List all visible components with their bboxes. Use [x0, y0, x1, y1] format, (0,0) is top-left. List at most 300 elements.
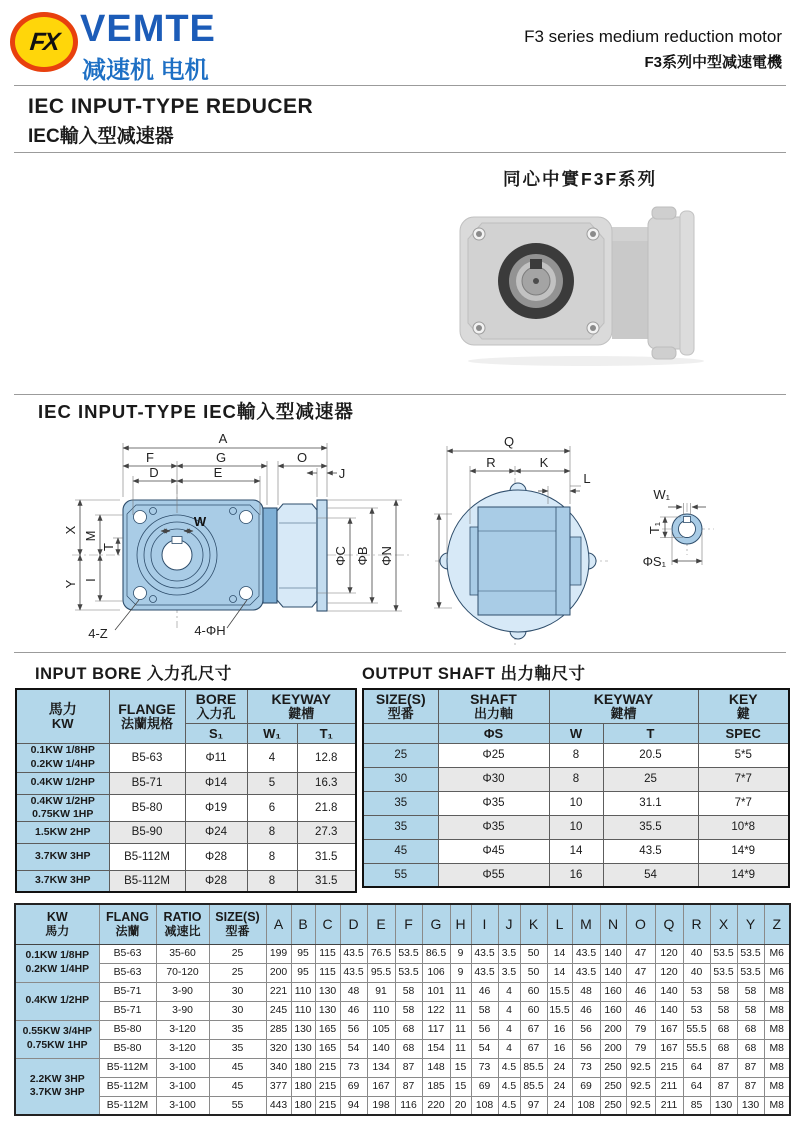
cell: 140 [655, 982, 683, 1001]
cell: 45 [209, 1058, 266, 1077]
cell: 116 [395, 1096, 422, 1115]
cell: 85.5 [520, 1058, 547, 1077]
cell: 180 [291, 1096, 315, 1115]
col-header-w: W [549, 723, 603, 743]
svg-text:4-ΦH: 4-ΦH [194, 623, 226, 638]
cell: 11 [450, 1001, 471, 1020]
cell: 54 [471, 1039, 498, 1058]
cell: 12.8 [297, 743, 356, 772]
svg-text:ΦC: ΦC [333, 546, 348, 566]
col-header-keyway: KEYWAY 鍵槽 [247, 689, 356, 723]
col-header-x: X [710, 904, 737, 944]
cell: M6 [764, 963, 790, 982]
cell: 24 [547, 1077, 572, 1096]
input-bore-table [15, 688, 357, 893]
cell: 101 [422, 982, 450, 1001]
power-cell: 3.7KW 3HP [16, 843, 109, 870]
cell: 79 [626, 1039, 655, 1058]
cell: 250 [600, 1096, 626, 1115]
cell: B5-112M [99, 1077, 156, 1096]
svg-text:Q: Q [503, 434, 515, 449]
cell: 67 [520, 1039, 547, 1058]
col-header-bore: BORE 入力孔 [185, 689, 247, 723]
svg-text:K: K [539, 455, 549, 470]
col-header-z: Z [764, 904, 790, 944]
size-cell: 25 [363, 743, 438, 767]
cell: 148 [422, 1058, 450, 1077]
divider [14, 85, 786, 86]
cell: 68 [395, 1020, 422, 1039]
cell: 8 [549, 743, 603, 767]
cell: 40 [683, 944, 710, 963]
photo-caption: 同心中實F3F系列 [503, 169, 658, 189]
cell: 3-120 [156, 1020, 209, 1039]
cell: 4 [498, 982, 520, 1001]
cell: 56 [572, 1020, 600, 1039]
cell: 53.5 [710, 963, 737, 982]
cell: 11 [450, 1039, 471, 1058]
svg-text:W: W [193, 514, 207, 529]
cell: B5-112M [99, 1096, 156, 1115]
cell: 50 [520, 963, 547, 982]
cell: 69 [471, 1077, 498, 1096]
cell: 92.5 [626, 1077, 655, 1096]
cell: 46 [471, 982, 498, 1001]
cell: B5-80 [99, 1039, 156, 1058]
cell: 120 [655, 944, 683, 963]
svg-text:J: J [338, 466, 346, 481]
cell: 16 [547, 1039, 572, 1058]
cell: 167 [655, 1020, 683, 1039]
col-header-n: N [600, 904, 626, 944]
cell: B5-90 [109, 821, 185, 843]
cell: 7*7 [698, 767, 789, 791]
cell: Φ45 [438, 839, 549, 863]
cell: 48 [340, 982, 367, 1001]
cell: 53.5 [710, 944, 737, 963]
cell: 97 [520, 1096, 547, 1115]
cell: 16 [547, 1020, 572, 1039]
col-header-shaft: SHAFT 出力軸 [438, 689, 549, 723]
cell: 55.5 [683, 1020, 710, 1039]
power-cell: 0.4KW 1/2HP [16, 772, 109, 794]
cell: 140 [655, 1001, 683, 1020]
svg-text:M: M [83, 530, 98, 542]
power-cell: 3.7KW 3HP [16, 870, 109, 892]
cell: 8 [247, 821, 297, 843]
cell: Φ25 [438, 743, 549, 767]
col-header-power: KW 馬力 [15, 904, 99, 944]
cell: 85.5 [520, 1077, 547, 1096]
cell: 3.5 [498, 963, 520, 982]
cell: Φ35 [438, 815, 549, 839]
cell: 9 [450, 963, 471, 982]
cell: 10*8 [698, 815, 789, 839]
cell: 43.5 [340, 963, 367, 982]
cell: 60 [520, 982, 547, 1001]
cell: Φ28 [185, 870, 247, 892]
cell: 105 [367, 1020, 395, 1039]
cell: 79 [626, 1020, 655, 1039]
cell: 106 [422, 963, 450, 982]
col-header-a: A [266, 904, 291, 944]
cell: 24 [547, 1058, 572, 1077]
cell: Φ30 [438, 767, 549, 791]
cell: 53.5 [395, 944, 422, 963]
cell: 140 [600, 944, 626, 963]
cell: 8 [549, 767, 603, 791]
col-header-r: R [683, 904, 710, 944]
cell: 15 [450, 1058, 471, 1077]
cell: 86.5 [422, 944, 450, 963]
col-header-flange: FLANG 法蘭 [99, 904, 156, 944]
cell: 130 [315, 982, 340, 1001]
page-title-zh: IEC輸入型减速器 [28, 126, 174, 147]
cell: 56 [572, 1039, 600, 1058]
col-header-c: C [315, 904, 340, 944]
cell: 6 [247, 794, 297, 821]
cell: 58 [710, 1001, 737, 1020]
cell: 215 [655, 1058, 683, 1077]
cell: 443 [266, 1096, 291, 1115]
cell: 3-100 [156, 1058, 209, 1077]
cell: 54 [603, 863, 698, 887]
cell: 47 [626, 944, 655, 963]
svg-text:ΦB: ΦB [355, 546, 370, 566]
cell: 221 [266, 982, 291, 1001]
cell: 3-90 [156, 1001, 209, 1020]
cell: 15 [450, 1077, 471, 1096]
logo-badge-text: FX [28, 27, 60, 56]
cell: M8 [764, 1039, 790, 1058]
cell: 160 [600, 1001, 626, 1020]
col-header-j: J [498, 904, 520, 944]
cell: 4 [247, 743, 297, 772]
size-cell: 55 [363, 863, 438, 887]
col-header-l: L [547, 904, 572, 944]
col-header-d: D [340, 904, 367, 944]
cell: 285 [266, 1020, 291, 1039]
cell: 185 [422, 1077, 450, 1096]
cell: 21.8 [297, 794, 356, 821]
cell: 130 [710, 1096, 737, 1115]
svg-text:R: R [486, 455, 496, 470]
cell: 46 [626, 982, 655, 1001]
cell: 7*7 [698, 791, 789, 815]
col-header-o: O [626, 904, 655, 944]
col-header-w1: W₁ [247, 723, 297, 743]
cell: 4.5 [498, 1058, 520, 1077]
cell: 91 [367, 982, 395, 1001]
col-header-t1: T₁ [297, 723, 356, 743]
cell: 10 [549, 815, 603, 839]
cell: Φ35 [438, 791, 549, 815]
cell: 200 [266, 963, 291, 982]
col-header-f: F [395, 904, 422, 944]
cell: 245 [266, 1001, 291, 1020]
svg-text:E: E [213, 465, 223, 480]
cell: 250 [600, 1058, 626, 1077]
cell: 25 [209, 963, 266, 982]
cell: 95.5 [367, 963, 395, 982]
cell: 3-100 [156, 1077, 209, 1096]
cell: 3-90 [156, 982, 209, 1001]
cell: 64 [683, 1058, 710, 1077]
col-header-keyway: KEYWAY 鍵槽 [549, 689, 698, 723]
size-cell: 35 [363, 815, 438, 839]
col-header-blank [363, 723, 438, 743]
cell: 73 [471, 1058, 498, 1077]
cell: 14 [547, 963, 572, 982]
cell: 165 [315, 1020, 340, 1039]
output-shaft-table [362, 688, 790, 888]
cell: 43.5 [572, 963, 600, 982]
size-cell: 30 [363, 767, 438, 791]
cell: 108 [471, 1096, 498, 1115]
cell: 53 [683, 1001, 710, 1020]
cell: 14*9 [698, 863, 789, 887]
cell: 43.5 [340, 944, 367, 963]
cell: 55.5 [683, 1039, 710, 1058]
cell: 20 [450, 1096, 471, 1115]
cell: 92.5 [626, 1058, 655, 1077]
cell: Φ24 [185, 821, 247, 843]
cell: B5-80 [109, 794, 185, 821]
cell: M8 [764, 1077, 790, 1096]
cell: 58 [471, 1001, 498, 1020]
cell: 110 [291, 1001, 315, 1020]
cell: 16.3 [297, 772, 356, 794]
power-cell: 2.2KW 3HP 3.7KW 3HP [15, 1058, 99, 1115]
cell: 220 [422, 1096, 450, 1115]
svg-text:T: T [101, 543, 116, 551]
svg-text:W₁: W₁ [653, 487, 670, 502]
cell: 3-100 [156, 1096, 209, 1115]
output-shaft-heading: OUTPUT SHAFT 出力軸尺寸 [362, 665, 586, 683]
cell: 58 [737, 1001, 764, 1020]
cell: 35.5 [603, 815, 698, 839]
col-header-key: KEY 鍵 [698, 689, 789, 723]
cell: 25 [209, 944, 266, 963]
cell: 92.5 [626, 1096, 655, 1115]
cell: 68 [737, 1020, 764, 1039]
svg-text:T₁: T₁ [647, 521, 662, 535]
cell: 14*9 [698, 839, 789, 863]
cell: 8 [247, 870, 297, 892]
cell: M8 [764, 982, 790, 1001]
cell: 47 [626, 963, 655, 982]
cell: 5 [247, 772, 297, 794]
cell: B5-112M [109, 870, 185, 892]
svg-text:G: G [215, 450, 227, 465]
cell: 130 [315, 1001, 340, 1020]
col-header-flange: FLANGE 法蘭規格 [109, 689, 185, 743]
cell: 73 [572, 1058, 600, 1077]
cell: 46 [572, 1001, 600, 1020]
cell: 4.5 [498, 1096, 520, 1115]
svg-text:4-Z: 4-Z [88, 626, 108, 641]
svg-text:ΦN: ΦN [379, 546, 394, 566]
cell: 76.5 [367, 944, 395, 963]
col-header-s1: S₁ [185, 723, 247, 743]
cell: M8 [764, 1058, 790, 1077]
cell: 95 [291, 963, 315, 982]
svg-text:O: O [296, 450, 308, 465]
cell: 108 [572, 1096, 600, 1115]
col-header-i: I [471, 904, 498, 944]
cell: 165 [315, 1039, 340, 1058]
cell: 35-60 [156, 944, 209, 963]
brand-logo-icon [10, 12, 78, 72]
cell: Φ19 [185, 794, 247, 821]
cell: 140 [600, 963, 626, 982]
svg-text:D: D [149, 465, 159, 480]
cell: 211 [655, 1096, 683, 1115]
divider [14, 652, 786, 653]
col-header-spec: SPEC [698, 723, 789, 743]
cell: 115 [315, 944, 340, 963]
cell: 31.5 [297, 870, 356, 892]
cell: 43.5 [471, 963, 498, 982]
svg-text:F: F [146, 450, 154, 465]
cell: 130 [291, 1020, 315, 1039]
col-header-q: Q [655, 904, 683, 944]
brand-subtitle: 减速机 电机 [82, 57, 209, 84]
series-title-en: F3 series medium reduction motor [524, 27, 782, 46]
cell: 46 [626, 1001, 655, 1020]
col-header-t: T [603, 723, 698, 743]
cell: 87 [395, 1058, 422, 1077]
cell: 198 [367, 1096, 395, 1115]
cell: 45 [209, 1077, 266, 1096]
brand-name: VEMTE [80, 8, 216, 50]
cell: 56 [471, 1020, 498, 1039]
cell: 115 [315, 963, 340, 982]
cell: 377 [266, 1077, 291, 1096]
col-header-h: H [450, 904, 471, 944]
cell: 120 [655, 963, 683, 982]
cell: 58 [710, 982, 737, 1001]
cell: 67 [520, 1020, 547, 1039]
cell: M8 [764, 1096, 790, 1115]
cell: M8 [764, 1020, 790, 1039]
cell: 70-120 [156, 963, 209, 982]
cell: 160 [600, 982, 626, 1001]
power-cell: 0.4KW 1/2HP 0.75KW 1HP [16, 794, 109, 821]
cell: 8 [247, 843, 297, 870]
cell: 211 [655, 1077, 683, 1096]
cell: 110 [367, 1001, 395, 1020]
cell: 31.1 [603, 791, 698, 815]
svg-text:A: A [218, 431, 228, 446]
cell: 31.5 [297, 843, 356, 870]
col-header-size: SIZE(S) 型番 [209, 904, 266, 944]
cell: 68 [710, 1020, 737, 1039]
cell: 10 [549, 791, 603, 815]
cell: 199 [266, 944, 291, 963]
cell: 64 [683, 1077, 710, 1096]
cell: 87 [710, 1077, 737, 1096]
cell: 35 [209, 1039, 266, 1058]
divider [14, 152, 786, 153]
cell: 5*5 [698, 743, 789, 767]
col-header-k: K [520, 904, 547, 944]
cell: 134 [367, 1058, 395, 1077]
cell: 35 [209, 1020, 266, 1039]
cell: 40 [683, 963, 710, 982]
col-header-phis: ΦS [438, 723, 549, 743]
cell: 24 [547, 1096, 572, 1115]
cell: 130 [737, 1096, 764, 1115]
cell: B5-71 [99, 1001, 156, 1020]
power-cell: 0.1KW 1/8HP 0.2KW 1/4HP [15, 944, 99, 982]
cell: 73 [340, 1058, 367, 1077]
cell: 167 [367, 1077, 395, 1096]
col-header-ratio: RATIO 减速比 [156, 904, 209, 944]
cell: 85 [683, 1096, 710, 1115]
size-cell: 45 [363, 839, 438, 863]
cell: 48 [572, 982, 600, 1001]
cell: 87 [737, 1058, 764, 1077]
cell: 215 [315, 1058, 340, 1077]
cell: 58 [395, 1001, 422, 1020]
cell: 4 [498, 1039, 520, 1058]
col-header-m: M [572, 904, 600, 944]
cell: 122 [422, 1001, 450, 1020]
cell: 46 [340, 1001, 367, 1020]
cell: Φ28 [185, 843, 247, 870]
cell: 200 [600, 1020, 626, 1039]
cell: 94 [340, 1096, 367, 1115]
cell: 87 [710, 1058, 737, 1077]
cell: B5-63 [99, 944, 156, 963]
cell: 14 [549, 839, 603, 863]
cell: 4 [498, 1020, 520, 1039]
cell: 58 [737, 982, 764, 1001]
cell: 20.5 [603, 743, 698, 767]
cell: 4 [498, 1001, 520, 1020]
cell: 56 [340, 1020, 367, 1039]
cell: B5-112M [99, 1058, 156, 1077]
page-title-en: IEC INPUT-TYPE REDUCER [28, 95, 314, 118]
svg-text:X: X [63, 525, 78, 535]
power-cell: 1.5KW 2HP [16, 821, 109, 843]
drawing-heading: IEC INPUT-TYPE IEC輸入型减速器 [38, 401, 354, 422]
cell: 30 [209, 982, 266, 1001]
cell: 55 [209, 1096, 266, 1115]
cell: 68 [737, 1039, 764, 1058]
cell: 9 [450, 944, 471, 963]
cell: 43.5 [471, 944, 498, 963]
cell: 69 [340, 1077, 367, 1096]
cell: 53.5 [395, 963, 422, 982]
cell: 200 [600, 1039, 626, 1058]
cell: 53 [683, 982, 710, 1001]
power-cell: 0.1KW 1/8HP 0.2KW 1/4HP [16, 743, 109, 772]
cell: Φ55 [438, 863, 549, 887]
dimension-table [14, 903, 791, 1116]
cell: 43.5 [572, 944, 600, 963]
cell: 167 [655, 1039, 683, 1058]
cell: Φ14 [185, 772, 247, 794]
cell: 30 [209, 1001, 266, 1020]
size-cell: 35 [363, 791, 438, 815]
cell: 4.5 [498, 1077, 520, 1096]
cell: 69 [572, 1077, 600, 1096]
cell: 11 [450, 1020, 471, 1039]
product-photo [452, 197, 720, 369]
series-title-zh: F3系列中型减速電機 [644, 54, 782, 71]
